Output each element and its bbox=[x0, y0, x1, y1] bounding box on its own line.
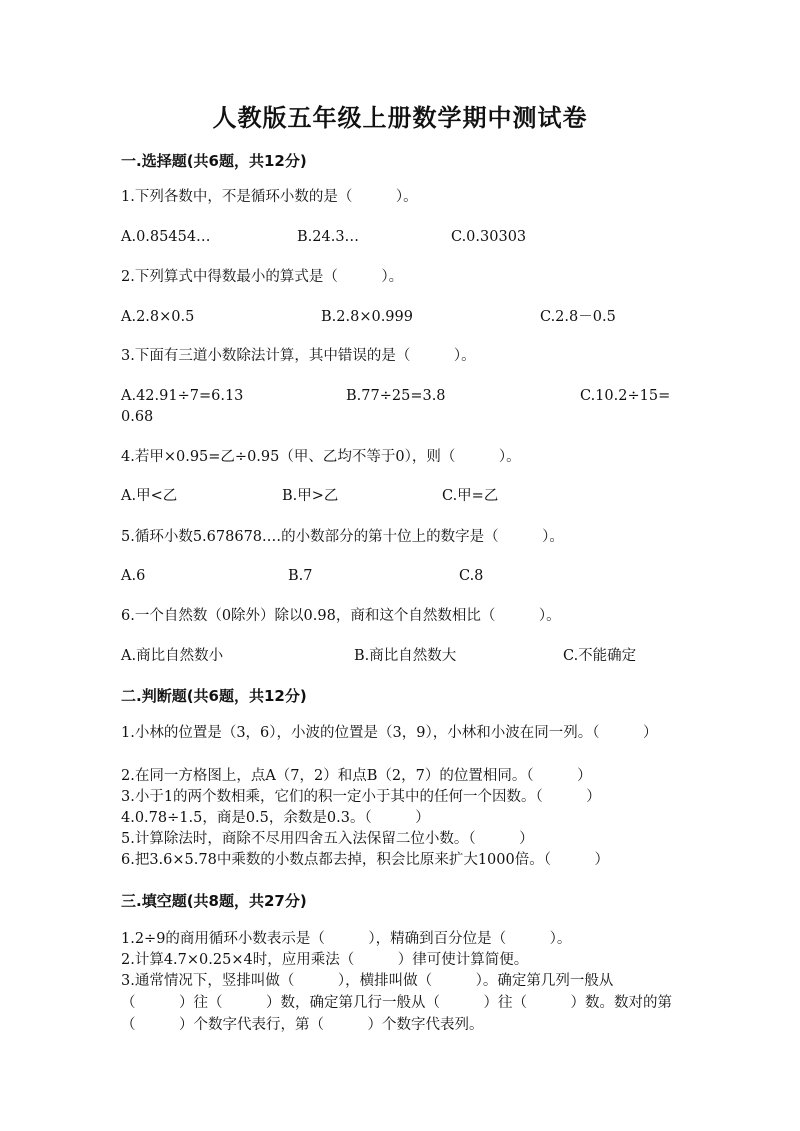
judgment-item-1: 1.小林的位置是（3，6），小波的位置是（3，9），小林和小波在同一列。（ ） bbox=[121, 725, 658, 741]
page-title: 人教版五年级上册数学期中测试卷 bbox=[212, 104, 588, 132]
section-heading-fill: 三.填空题(共8题，共27分) bbox=[121, 892, 307, 910]
option-a: A.甲<乙 bbox=[121, 488, 178, 504]
option-c: C.10.2÷15= bbox=[580, 388, 671, 404]
option-b: B.7 bbox=[288, 568, 313, 584]
fill-item-2: 2.计算4.7×0.25×4时，应用乘法（ ）律可使计算简便。 bbox=[121, 952, 529, 968]
judgment-item-4: 4.0.78÷1.5，商是0.5，余数是0.3。（ ） bbox=[121, 810, 430, 826]
judgment-item-2: 2.在同一方格图上，点A（7，2）和点B（2，7）的位置相同。（ ） bbox=[121, 768, 592, 784]
choice-question-5: 5.循环小数5.678678.…的小数部分的第十位上的数字是（ ）。 bbox=[121, 529, 564, 545]
fill-item-1: 1.2÷9的商用循环小数表示是（ ），精确到百分位是（ ）。 bbox=[121, 931, 572, 947]
option-a: A.0.85454… bbox=[121, 229, 211, 245]
option-c: C.8 bbox=[459, 568, 484, 584]
choice-options-1 bbox=[121, 226, 681, 248]
choice-options-4 bbox=[121, 485, 681, 507]
option-a: A.42.91÷7=6.13 bbox=[121, 388, 244, 404]
option-a: A.6 bbox=[121, 568, 146, 584]
option-c: C.甲=乙 bbox=[442, 488, 499, 504]
choice-question-2: 2.下列算式中得数最小的算式是（ ）。 bbox=[121, 269, 404, 285]
choice-question-3: 3.下面有三道小数除法计算，其中错误的是（ ）。 bbox=[121, 348, 476, 364]
choice-options-6 bbox=[121, 645, 681, 667]
option-a: A.2.8×0.5 bbox=[121, 309, 195, 325]
choice-options-2 bbox=[121, 306, 681, 328]
judgment-item-5: 5.计算除法时，商除不尽用四舍五入法保留二位小数。（ ） bbox=[121, 831, 534, 847]
option-c: C.2.8－0.5 bbox=[540, 309, 616, 325]
option-b: B.2.8×0.999 bbox=[321, 309, 413, 325]
option-b: B.24.3… bbox=[297, 229, 360, 245]
option-b: B.77÷25=3.8 bbox=[346, 388, 446, 404]
section-heading-choice: 一.选择题(共6题，共12分) bbox=[121, 152, 307, 170]
choice-option-c-wrap: 0.68 bbox=[121, 409, 154, 425]
option-c: C.不能确定 bbox=[563, 648, 637, 664]
section-heading-judgment: 二.判断题(共6题，共12分) bbox=[121, 687, 307, 705]
option-b: B.商比自然数大 bbox=[354, 648, 457, 664]
choice-question-4: 4.若甲×0.95=乙÷0.95（甲、乙均不等于0），则（ ）。 bbox=[121, 449, 521, 465]
choice-options-3 bbox=[121, 385, 681, 407]
choice-question-1: 1.下列各数中，不是循环小数的是（ ）。 bbox=[121, 189, 418, 205]
option-a: A.商比自然数小 bbox=[121, 648, 224, 664]
choice-options-5 bbox=[121, 565, 681, 587]
option-b: B.甲>乙 bbox=[282, 488, 339, 504]
judgment-item-3: 3.小于1的两个数相乘，它们的积一定小于其中的任何一个因数。（ ） bbox=[121, 789, 601, 805]
fill-item-3: 3.通常情况下，竖排叫做（ ），横排叫做（ ）。确定第几列一般从（ ）往（ ）数，确定第几行一般从（ ）往（ ）数。数对的第（ ）个数字代表行，第（ ）个数字代表列。 bbox=[121, 973, 672, 1033]
option-c: C.0.30303 bbox=[451, 229, 527, 245]
choice-question-6: 6.一个自然数（0除外）除以0.98，商和这个自然数相比（ ）。 bbox=[121, 608, 561, 624]
judgment-item-6: 6.把3.6×5.78中乘数的小数点都去掉，积会比原来扩大1000倍。（ ） bbox=[121, 852, 609, 868]
